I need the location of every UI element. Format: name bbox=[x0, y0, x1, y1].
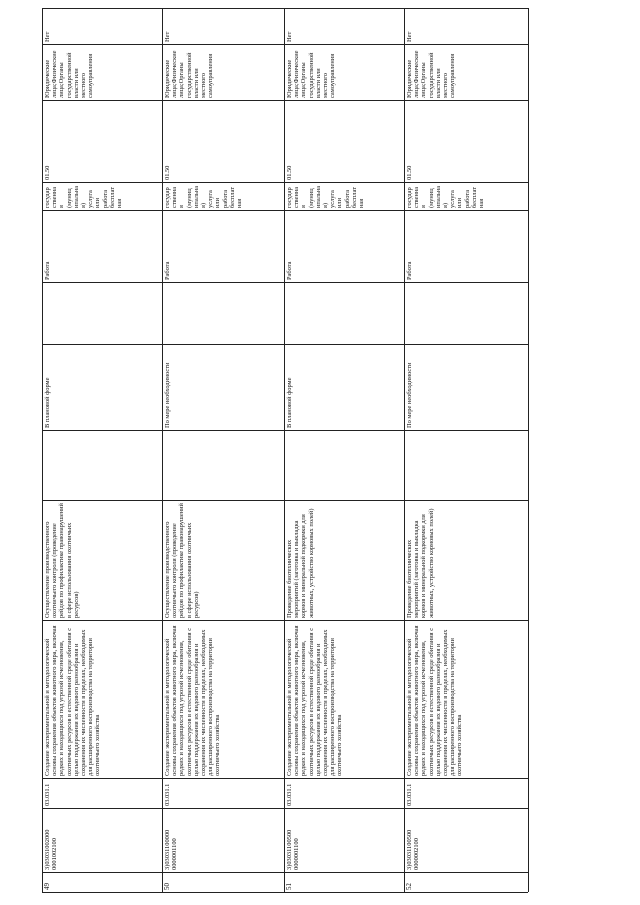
table-rule-vertical bbox=[528, 8, 529, 892]
table-cell-type bbox=[285, 211, 404, 282]
table-cell-num bbox=[285, 873, 404, 892]
cell-text-okved: 01.50 bbox=[164, 165, 171, 180]
cell-text-form: В плановой форме bbox=[44, 377, 51, 428]
table-cell-consumers bbox=[163, 45, 284, 100]
table-cell-indicator bbox=[163, 9, 284, 44]
cell-text-indicator: Нет bbox=[44, 31, 51, 42]
table-cell-consumers bbox=[285, 45, 404, 100]
table-cell-name bbox=[43, 621, 162, 778]
table-cell-reg bbox=[405, 779, 528, 808]
table-cell-indicator bbox=[285, 9, 404, 44]
table-cell-kind bbox=[43, 183, 162, 210]
cell-text-code: 3)03031100500 0000002100 bbox=[406, 829, 421, 870]
table-cell-okved bbox=[285, 101, 404, 182]
table-cell-okved bbox=[43, 101, 162, 182]
table-cell-num bbox=[405, 873, 528, 892]
cell-text-num: 49 bbox=[43, 883, 51, 890]
cell-text-code: 3)03031002000 0001002100 bbox=[44, 829, 59, 870]
table-cell-type bbox=[405, 211, 528, 282]
table-cell-content bbox=[163, 501, 284, 620]
cell-text-name: Создание экспериментальной и методологической основы сохранения объектов животного мира, включая редких и находящихся под угрозой исчезновения, охотничьих ресурсов в естественной среде обитания с целью поддержания их видового разнообразия и сохранения их численности в пределах, необходимых для расширенного воспроизводства на территории охотничьего хозяйства bbox=[286, 625, 344, 776]
cell-text-okved: 01.50 bbox=[406, 165, 413, 180]
table-cell-code bbox=[163, 809, 284, 872]
cell-text-type: Работа bbox=[406, 261, 413, 280]
cell-text-consumers: Юридические лица;Физические лица;Органы государственной власти или местного самоуправления bbox=[286, 50, 337, 98]
table-cell-okved bbox=[405, 101, 528, 182]
table-cell-form bbox=[405, 345, 528, 430]
table-cell-reg bbox=[285, 779, 404, 808]
cell-text-reg: 03.031.1 bbox=[406, 783, 413, 806]
table-cell-form bbox=[43, 345, 162, 430]
cell-text-type: Работа bbox=[164, 261, 171, 280]
table-cell-num bbox=[163, 873, 284, 892]
cell-text-indicator: Нет bbox=[286, 31, 293, 42]
cell-text-kind: государственная (муниципальная) услуга или работа бесплатная bbox=[406, 185, 486, 208]
cell-text-content: Проведение биотехнических мероприятий (заготовка и выкладка кормов и минеральной подкормки для животных, устройство кормовых полей) bbox=[286, 508, 315, 618]
cell-text-content: Осуществление производственного охотничьего контроля (проведение рейдов по профилактике правонарушений в сфере использования охотничьих ресурсов) bbox=[44, 503, 80, 618]
table-cell-indicator bbox=[43, 9, 162, 44]
table-cell-content bbox=[285, 501, 404, 620]
table-cell-kind bbox=[163, 183, 284, 210]
table-cell-reg bbox=[163, 779, 284, 808]
table-rule-horizontal bbox=[42, 430, 528, 431]
table-cell-reg bbox=[43, 779, 162, 808]
table-cell-consumers bbox=[405, 45, 528, 100]
cell-text-reg: 03.031.1 bbox=[164, 783, 171, 806]
cell-text-consumers: Юридические лица;Физические лица;Органы государственной власти или местного самоуправления bbox=[44, 50, 95, 98]
table-cell-code bbox=[43, 809, 162, 872]
cell-text-name: Создание экспериментальной и методологической основы сохранения объектов животного мира, включая редких и находящихся под угрозой исчезновения, охотничьих ресурсов в естественной среде обитания с целью поддержания их видового разнообразия и сохранения их численности в пределах, необходимых для расширенного воспроизводства на территории охотничьего хозяйства bbox=[44, 625, 102, 776]
table-cell-content bbox=[405, 501, 528, 620]
table-cell-num bbox=[43, 873, 162, 892]
cell-text-type: Работа bbox=[286, 261, 293, 280]
cell-text-reg: 03.031.1 bbox=[286, 783, 293, 806]
table-rule-horizontal bbox=[42, 282, 528, 283]
table-cell-content bbox=[43, 501, 162, 620]
table-cell-form bbox=[163, 345, 284, 430]
cell-text-indicator: Нет bbox=[406, 31, 413, 42]
cell-text-name: Создание экспериментальной и методологической основы сохранения объектов животного мира, включая редких и находящихся под угрозой исчезновения, охотничьих ресурсов в естественной среде обитания с целью поддержания их видового разнообразия и сохранения их численности в пределах, необходимых для расширенного воспроизводства на территории охотничьего хозяйства bbox=[164, 625, 222, 776]
table-rule-horizontal bbox=[42, 892, 528, 893]
table-cell-type bbox=[163, 211, 284, 282]
cell-text-indicator: Нет bbox=[164, 31, 171, 42]
cell-text-num: 52 bbox=[405, 883, 413, 890]
cell-text-form: По мере необходимости bbox=[164, 362, 171, 428]
table-cell-type bbox=[43, 211, 162, 282]
table-cell-code bbox=[285, 809, 404, 872]
table-cell-indicator bbox=[405, 9, 528, 44]
table-cell-kind bbox=[405, 183, 528, 210]
cell-text-kind: государственная (муниципальная) услуга или работа бесплатная bbox=[44, 185, 124, 208]
table-cell-code bbox=[405, 809, 528, 872]
cell-text-form: По мере необходимости bbox=[406, 362, 413, 428]
cell-text-okved: 01.50 bbox=[286, 165, 293, 180]
table-cell-okved bbox=[163, 101, 284, 182]
cell-text-name: Создание экспериментальной и методологической основы сохранения объектов животного мира, включая редких и находящихся под угрозой исчезновения, охотничьих ресурсов в естественной среде обитания с целью поддержания их видового разнообразия и сохранения их численности в пределах, необходимых для расширенного воспроизводства на территории охотничьего хозяйства bbox=[406, 625, 464, 776]
cell-text-type: Работа bbox=[44, 261, 51, 280]
cell-text-consumers: Юридические лица;Физические лица;Органы государственной власти или местного самоуправления bbox=[164, 50, 215, 98]
cell-text-reg: 03.031.1 bbox=[44, 783, 51, 806]
table-cell-name bbox=[285, 621, 404, 778]
cell-text-form: В плановой форме bbox=[286, 377, 293, 428]
cell-text-content: Проведение биотехнических мероприятий (заготовка и выкладка кормов и минеральной подкормки для животных, устройство кормовых полей) bbox=[406, 508, 435, 618]
table-cell-name bbox=[163, 621, 284, 778]
cell-text-num: 50 bbox=[163, 883, 171, 890]
table-cell-kind bbox=[285, 183, 404, 210]
cell-text-code: 3)03031100000 0000001100 bbox=[164, 829, 179, 870]
table-cell-form bbox=[285, 345, 404, 430]
cell-text-kind: государственная (муниципальная) услуга или работа бесплатная bbox=[164, 185, 244, 208]
table-cell-name bbox=[405, 621, 528, 778]
cell-text-content: Осуществление производственного охотничьего контроля (проведение рейдов по профилактике правонарушений в сфере использования охотничьих ресурсов) bbox=[164, 503, 200, 618]
table-cell-consumers bbox=[43, 45, 162, 100]
cell-text-okved: 01.50 bbox=[44, 165, 51, 180]
cell-text-code: 3)03031100500 0000001100 bbox=[286, 829, 301, 870]
cell-text-kind: государственная (муниципальная) услуга или работа бесплатная bbox=[286, 185, 366, 208]
cell-text-num: 51 bbox=[285, 883, 293, 890]
cell-text-consumers: Юридические лица;Физические лица;Органы государственной власти или местного самоуправления bbox=[406, 50, 457, 98]
